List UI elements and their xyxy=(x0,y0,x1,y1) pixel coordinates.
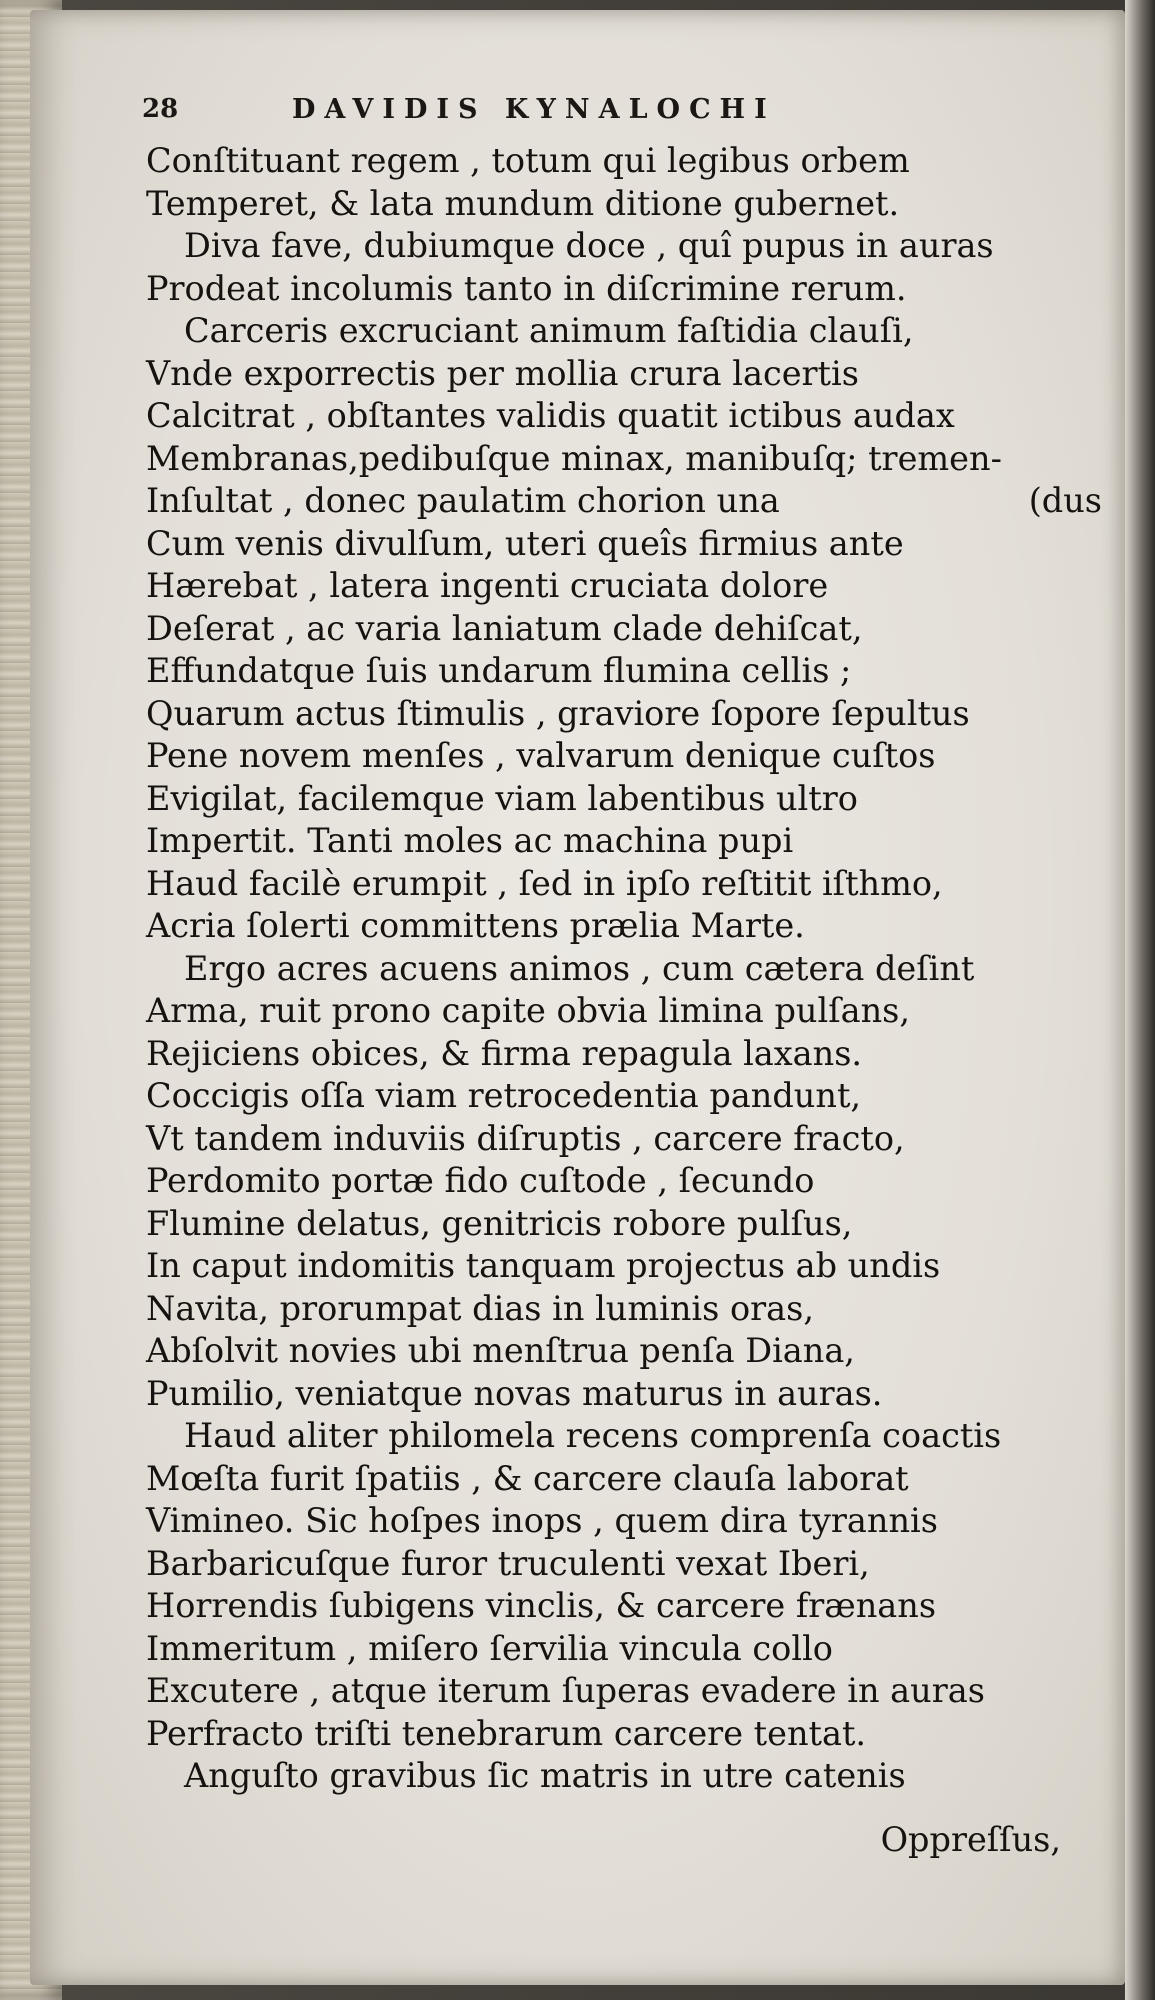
verse-line-text: Rejiciens obices, & firma repagula laxans. xyxy=(146,1033,863,1073)
verse-line xyxy=(146,1288,1106,1331)
page-number: 28 xyxy=(142,94,179,124)
verse-line-text: Temperet, & lata mundum ditione gubernet. xyxy=(146,183,900,223)
verse-line xyxy=(146,353,1106,396)
verse-line xyxy=(146,948,1106,991)
verse-line-text: Horrendis ſubigens vinclis, & carcere frænans xyxy=(146,1586,937,1625)
verse-line xyxy=(146,480,1106,523)
verse-line-text: Calcitrat , obſtantes validis quatit ictibus audax xyxy=(146,396,955,435)
verse-line-text: Evigilat, facilemque viam labentibus ultro xyxy=(146,778,858,818)
verse-line-text: Arma, ruit prono capite obvia limina pulſans, xyxy=(146,991,911,1030)
verse-line-text: Vt tandem induviis diſruptis , carcere fracto, xyxy=(146,1118,905,1158)
verse-line-text: Abſolvit novies ubi menſtrua penſa Diana, xyxy=(146,1331,855,1370)
verse-line-text: Immeritum , miſero ſervilia vincula collo xyxy=(146,1628,833,1668)
verse-line xyxy=(146,438,1106,481)
verse-line-text: Perfracto triſti tenebrarum carcere tentat. xyxy=(146,1713,867,1753)
verse-line xyxy=(146,1203,1106,1246)
verse-line xyxy=(146,1458,1106,1501)
verse-line-text: Flumine delatus, genitricis robore pulſus, xyxy=(146,1203,853,1243)
verse-line-text: Cum venis divulſum, uteri queîs firmius ante xyxy=(146,523,904,563)
verse-line-text: Impertit. Tanti moles ac machina pupi xyxy=(146,821,794,860)
verse-line xyxy=(146,1245,1106,1288)
verse-line-text: Haud aliter philomela recens comprenſa coactis xyxy=(184,1416,1002,1455)
running-head-title: DAVIDIS KYNALOCHI xyxy=(292,94,776,125)
running-head xyxy=(142,94,1002,134)
verse-line xyxy=(146,225,1106,268)
page-edge-shadow xyxy=(1125,0,1155,2000)
verse-line-text: Hærebat , latera ingenti cruciata dolore xyxy=(146,566,829,605)
verse-turnover: (dus xyxy=(1028,481,1102,520)
verse-line xyxy=(146,565,1106,608)
verse-line-text: Anguſto gravibus ſic matris in utre catenis xyxy=(184,1756,906,1795)
verse-line xyxy=(146,1628,1106,1671)
verse-line xyxy=(146,140,1106,183)
verse-line xyxy=(146,1713,1106,1756)
verse-line-text: Prodeat incolumis tanto in diſcrimine rerum. xyxy=(146,268,907,308)
verse-line xyxy=(146,693,1106,736)
verse-line xyxy=(146,523,1106,566)
verse-line xyxy=(146,778,1106,821)
verse-line-text: Perdomito portæ fido cuſtode , ſecundo xyxy=(146,1161,815,1200)
verse-line-text: Carceris excruciant animum faſtidia clauſi, xyxy=(184,311,914,350)
verse-line xyxy=(146,1118,1106,1161)
verse-line xyxy=(146,863,1106,906)
verse-line-text: Navita, prorumpat dias in luminis oras, xyxy=(146,1288,814,1328)
verse-line xyxy=(146,905,1106,948)
verse-line-text: Acria ſolerti committens prælia Marte. xyxy=(146,906,805,945)
verse-line-text: Barbaricuſque furor truculenti vexat Iberi, xyxy=(146,1543,870,1583)
verse-line-text: Ergo acres acuens animos , cum cætera deſint xyxy=(184,948,975,988)
verse-line xyxy=(146,1755,1106,1798)
verse-line xyxy=(146,1500,1106,1543)
verse-line-text: Quarum actus ſtimulis , graviore ſopore ſepultus xyxy=(146,693,970,733)
verse-line xyxy=(146,1033,1106,1076)
verse-text xyxy=(146,140,1106,1798)
verse-line xyxy=(146,183,1106,226)
verse-line-text: Diva fave, dubiumque doce , quî pupus in auras xyxy=(184,226,994,265)
verse-line-text: Membranas,pedibuſque minax, manibuſq; tremen- xyxy=(146,438,1002,478)
verse-line xyxy=(146,1670,1106,1713)
verse-line-text: Excutere , atque iterum ſuperas evadere in auras xyxy=(146,1671,985,1710)
verse-line xyxy=(146,820,1106,863)
verse-line-text: Vnde exporrectis per mollia crura lacertis xyxy=(146,353,859,393)
verse-line-text: Deſerat , ac varia laniatum clade dehiſcat, xyxy=(146,608,863,648)
verse-line-text: Haud facilè erumpit , ſed in ipſo reſtitit iſthmo, xyxy=(146,863,943,903)
verse-line xyxy=(146,650,1106,693)
verse-line-text: Mœſta furit ſpatiis , & carcere clauſa laborat xyxy=(146,1458,909,1498)
verse-line xyxy=(146,735,1106,778)
catchword: Oppreſſus, xyxy=(880,1820,1061,1859)
verse-line xyxy=(146,608,1106,651)
verse-line-text: Vimineo. Sic hoſpes inops , quem dira tyrannis xyxy=(146,1501,938,1540)
verse-line-text: Effundatque ſuis undarum flumina cellis ; xyxy=(146,651,852,690)
verse-line-text: Coccigis oſſa viam retrocedentia pandunt, xyxy=(146,1076,862,1115)
verse-line-text: Pumilio, veniatque novas maturus in auras. xyxy=(146,1373,883,1413)
verse-line xyxy=(146,310,1106,353)
verse-line xyxy=(146,395,1106,438)
verse-line xyxy=(146,1160,1106,1203)
verse-line-text: Pene novem menſes , valvarum denique cuſtos xyxy=(146,736,936,775)
verse-line xyxy=(146,1373,1106,1416)
verse-line-text: In caput indomitis tanquam projectus ab undis xyxy=(146,1246,941,1285)
verse-line-text: Inſultat , donec paulatim chorion una xyxy=(146,481,780,520)
verse-line xyxy=(146,990,1106,1033)
verse-line xyxy=(146,1585,1106,1628)
verse-line xyxy=(146,1415,1106,1458)
verse-line-text: Conſtituant regem , totum qui legibus orbem xyxy=(146,141,910,180)
verse-line xyxy=(146,1075,1106,1118)
verse-line xyxy=(146,1330,1106,1373)
book-page xyxy=(30,10,1125,1985)
verse-line xyxy=(146,1543,1106,1586)
verse-line xyxy=(146,268,1106,311)
